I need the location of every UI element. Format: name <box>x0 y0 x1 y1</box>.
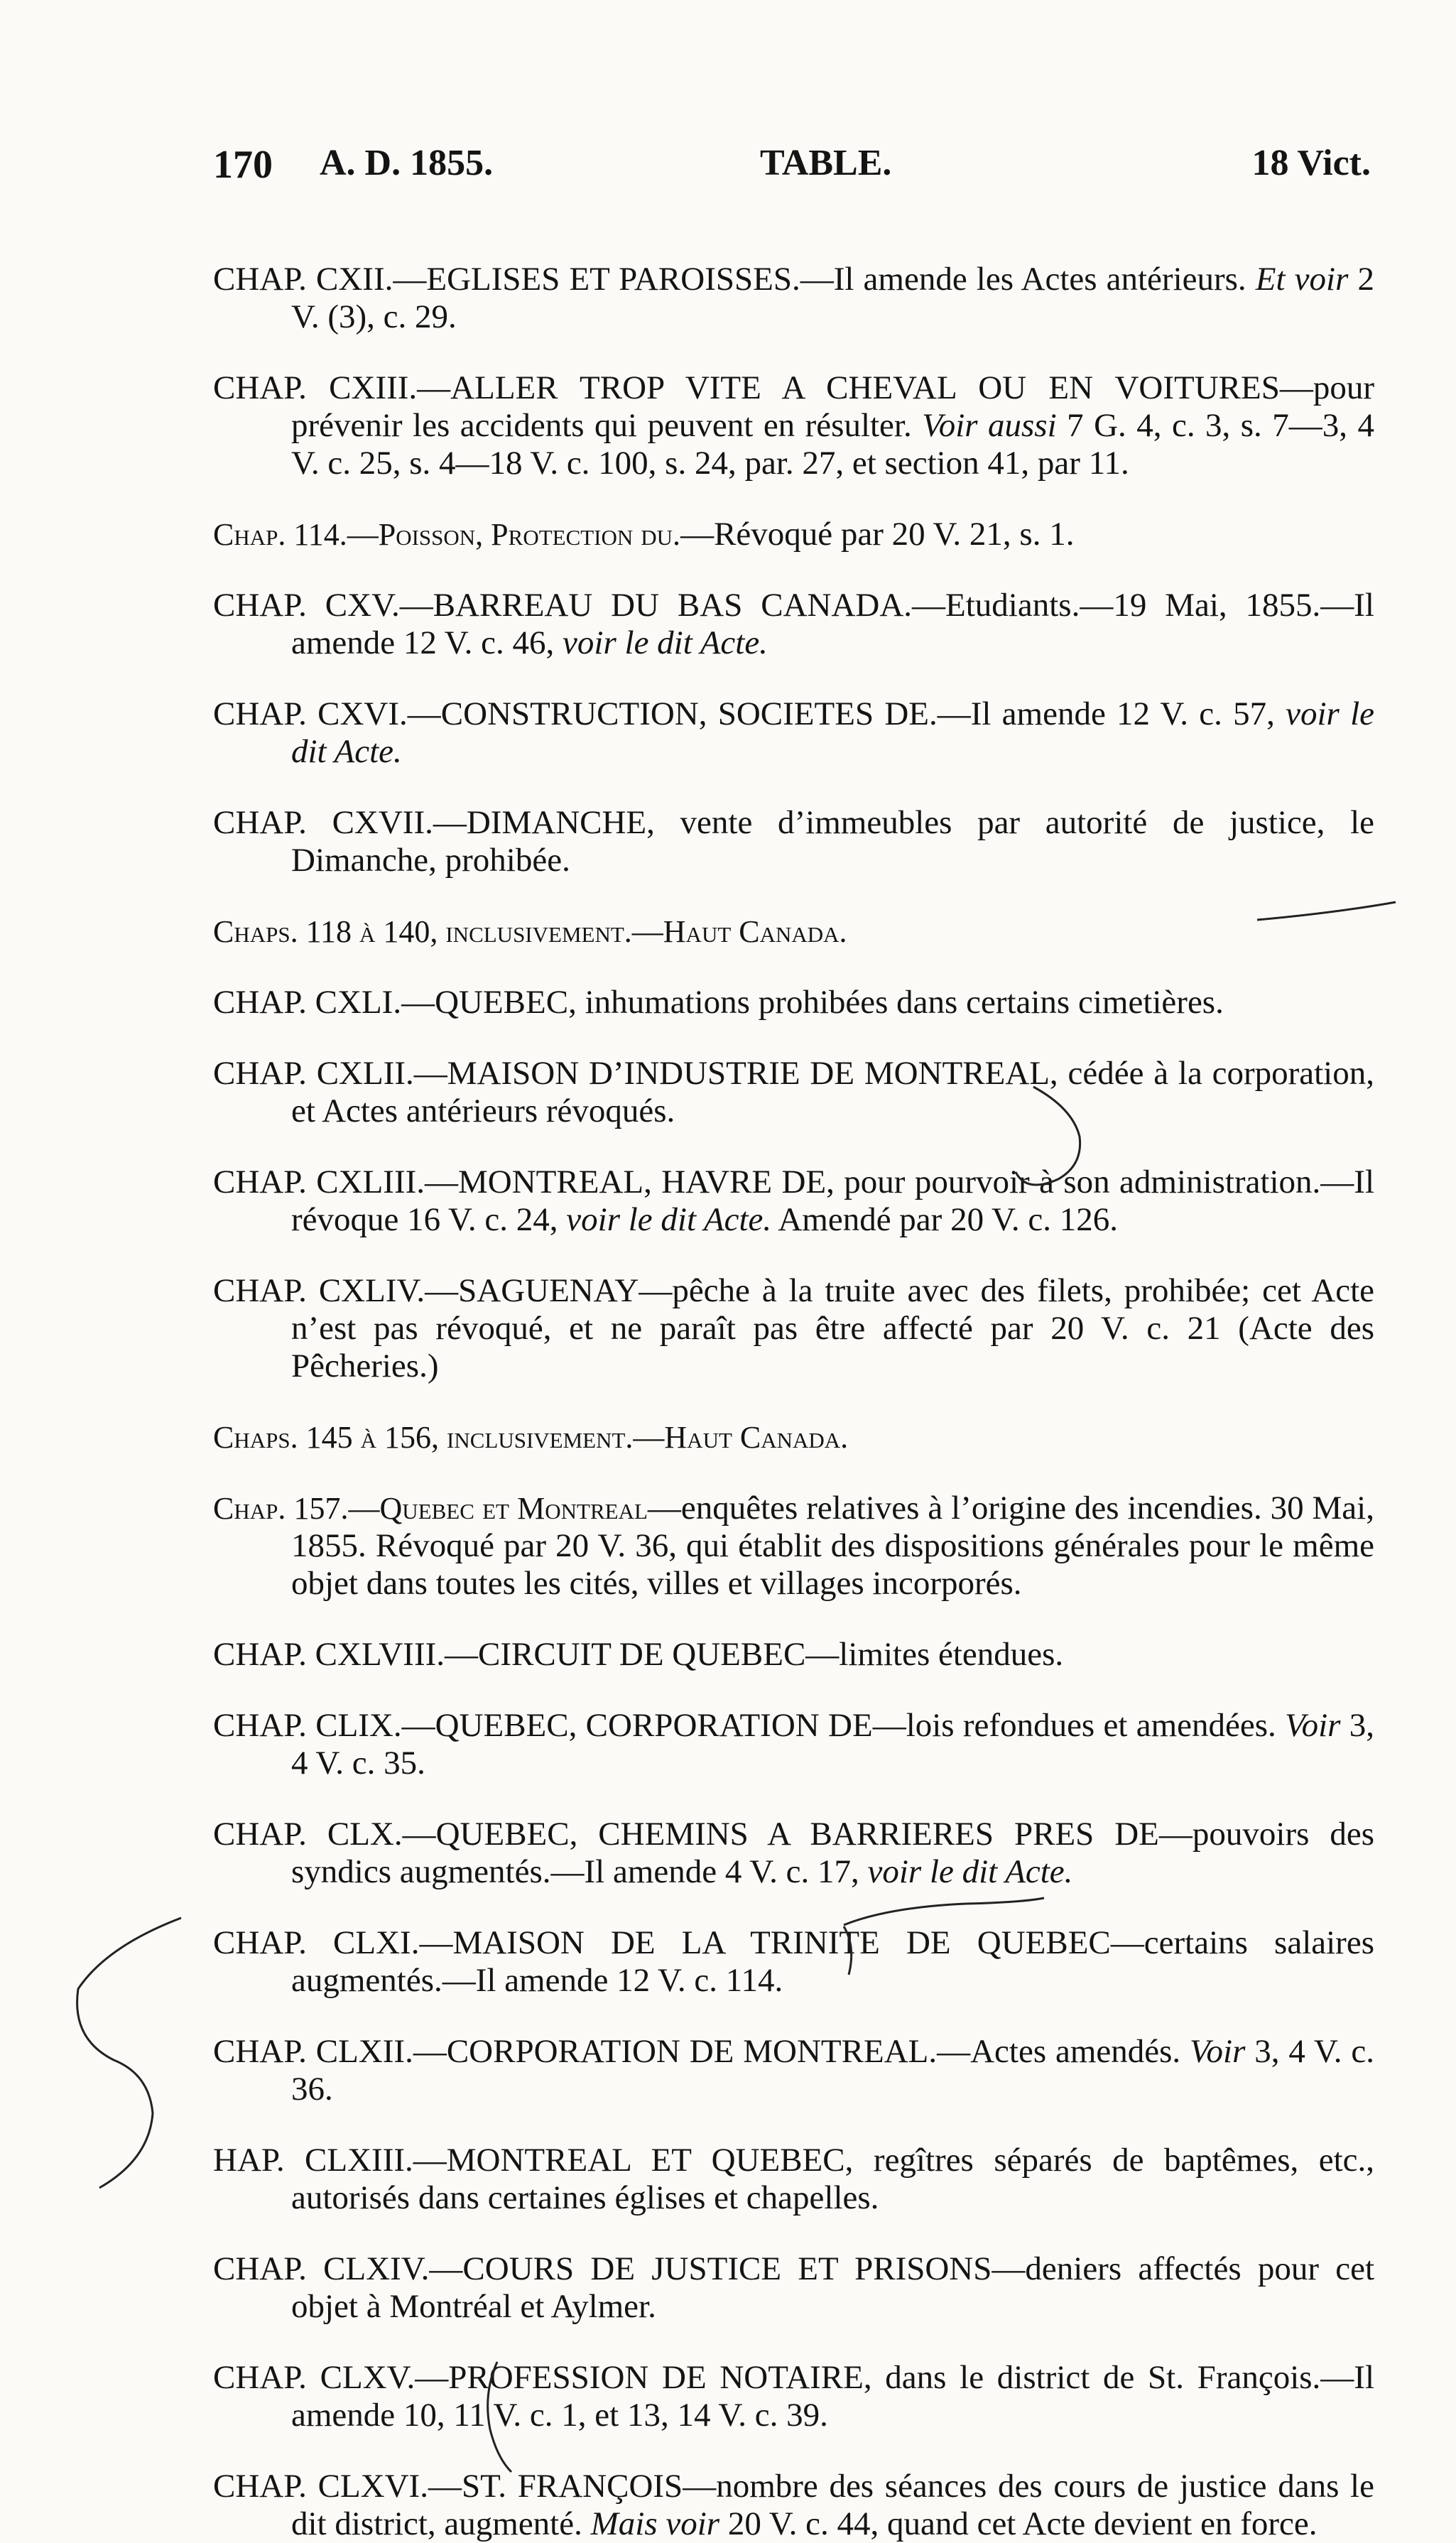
entry-ref: Voir <box>1276 1707 1341 1744</box>
table-entry <box>213 2142 1374 2217</box>
entry-tail: 2 V. (3), c. 29. <box>291 261 1374 335</box>
entry-head: CHAP. CXVII.—DIMANCHE, <box>213 804 655 841</box>
table-entry <box>213 1707 1374 1782</box>
header-year: A. D. 1855. <box>320 143 494 183</box>
table-entry <box>213 369 1374 482</box>
entry-head: CHAP. CXIII.—ALLER TROP VITE A CHEVAL OU EN VOITURES <box>213 369 1280 406</box>
entry-body: cédée à la corporation, et Actes antérieurs révoqués. <box>291 1055 1374 1129</box>
entry-head: CHAP. CXII.—EGLISES ET PAROISSES. <box>213 261 800 298</box>
table-entry <box>213 1816 1374 1891</box>
entry-head: CHAP. CLXV.—PROFESSION DE NOTAIRE, <box>213 2359 872 2396</box>
table-entry <box>213 587 1374 662</box>
entry-head: CHAP. CXLIV.—SAGUENAY <box>213 1272 639 1309</box>
table-entry <box>213 913 1374 950</box>
entry-head: CHAP. CXLIII.—MONTREAL, HAVRE DE, <box>213 1164 835 1200</box>
header-reign: 18 Vict. <box>1251 143 1371 183</box>
entry-body: —Il amende les Actes antérieurs. <box>800 261 1246 298</box>
entry-body: pour pourvoir à son administration.—Il révoque 16 V. c. 24, <box>291 1164 1375 1238</box>
table-entry <box>213 1636 1374 1674</box>
entry-head: Chaps. 145 à 156, inclusivement.—Haut Canada. <box>213 1420 849 1455</box>
table-entry <box>213 1490 1374 1603</box>
entry-ref: Voir <box>1180 2033 1246 2070</box>
table-entry <box>213 2468 1374 2543</box>
table-entry <box>213 516 1374 553</box>
entry-head: CHAP. CLXVI.—ST. FRANÇOIS <box>213 2468 683 2505</box>
running-header <box>213 142 1371 199</box>
entry-body: —Il amende 12 V. c. 57, <box>937 695 1275 732</box>
entry-tail: 7 G. 4, c. 3, s. 7—3, 4 V. c. 25, s. 4—18 V. c. 100, s. 24, par. 27, et section 41, par 11. <box>291 407 1374 482</box>
entry-body: —lois refondues et amendées. <box>872 1707 1276 1744</box>
entry-body: regîtres séparés de baptêmes, etc., autorisés dans certaines églises et chapelles. <box>291 2142 1374 2216</box>
table-entry <box>213 1055 1374 1130</box>
entry-body: —pouvoirs des syndics augmentés.—Il amende 4 V. c. 17, <box>291 1816 1374 1890</box>
entry-head: CHAP. CLIX.—QUEBEC, CORPORATION DE <box>213 1707 873 1744</box>
entry-body: vente d’immeubles par autorité de justice, le Dimanche, prohibée. <box>291 804 1375 879</box>
entry-ref: voir le dit Acte. <box>859 1853 1073 1890</box>
entry-ref: voir le dit Acte. <box>291 695 1374 770</box>
entry-body: —Actes amendés. <box>937 2033 1181 2070</box>
table-entry <box>213 2033 1374 2108</box>
entry-head: CHAP. CXLVIII.—CIRCUIT DE QUEBEC <box>213 1636 806 1673</box>
entry-tail: 20 V. c. 44, quand cet Acte devient en force. <box>719 2505 1318 2542</box>
entry-ref: voir le dit Acte. <box>558 1201 772 1238</box>
header-title: TABLE. <box>760 143 892 183</box>
table-entry <box>213 1164 1374 1239</box>
entry-tail: 3, 4 V. c. 35. <box>291 1707 1375 1782</box>
entry-head: Chap. 157.—Quebec et Montreal <box>213 1491 648 1526</box>
table-entry <box>213 695 1374 771</box>
entry-ref: Voir aussi <box>911 407 1057 444</box>
entry-body: dans le district de St. François.—Il amende 10, 11 V. c. 1, et 13, 14 V. c. 39. <box>291 2359 1374 2434</box>
table-entry <box>213 1419 1374 1456</box>
entry-ref: Et voir <box>1246 261 1349 298</box>
entry-body: —limites étendues. <box>805 1636 1064 1673</box>
entry-head: CHAP. CLXI.—MAISON DE LA TRINITE DE QUEBEC <box>213 1924 1111 1961</box>
table-entry <box>213 1272 1374 1385</box>
entry-ref: Mais voir <box>582 2505 720 2542</box>
entry-head: CHAP. CLXIV.—COURS DE JUSTICE ET PRISONS <box>213 2250 992 2287</box>
table-entry <box>213 1924 1374 2000</box>
entry-head: HAP. CLXIII.—MONTREAL ET QUEBEC, <box>213 2142 854 2179</box>
entry-tail: 3, 4 V. c. 36. <box>291 2033 1374 2108</box>
entry-head: CHAP. CLX.—QUEBEC, CHEMINS A BARRIERES PRES DE <box>213 1816 1159 1853</box>
entry-body: —Etudiants.—19 Mai, 1855.—Il amende 12 V. c. 46, <box>291 587 1374 661</box>
entry-body: —enquêtes relatives à l’origine des incendies. 30 Mai, 1855. Révoqué par 20 V. 36, qui établit des dispositions générales pour le même objet dans toutes les cités, villes et villages incorporés. <box>291 1490 1374 1602</box>
page-number: 170 <box>213 143 273 187</box>
table-entry <box>213 2359 1374 2434</box>
table-entry <box>213 804 1374 879</box>
entry-body: —nombre des séances des cours de justice dans le dit district, augmenté. <box>291 2468 1374 2542</box>
table-entry <box>213 984 1374 1021</box>
entry-body: —certains salaires augmentés.—Il amende 12 V. c. 114. <box>291 1924 1374 1999</box>
entry-head: CHAP. CXV.—BARREAU DU BAS CANADA. <box>213 587 913 624</box>
entry-head: CHAP. CXVI.—CONSTRUCTION, SOCIETES DE. <box>213 695 938 732</box>
entry-head: CHAP. CXLI.—QUEBEC, <box>213 984 577 1021</box>
table-entries <box>213 227 1374 2543</box>
entry-tail: Amendé par 20 V. c. 126. <box>771 1201 1118 1238</box>
entry-head: CHAP. CXLII.—MAISON D’INDUSTRIE DE MONTREAL, <box>213 1055 1058 1092</box>
entry-body: —Révoqué par 20 V. 21, s. 1. <box>680 516 1075 553</box>
entry-head: Chap. 114.—Poisson, Protection du. <box>213 517 681 552</box>
entry-body: —pêche à la truite avec des filets, prohibée; cet Acte n’est pas révoqué, et ne paraît pas être affecté par 20 V. c. 21 (Acte des Pêcheries.) <box>291 1272 1374 1384</box>
table-entry <box>213 261 1374 336</box>
entry-body: inhumations prohibées dans certains cimetières. <box>576 984 1224 1021</box>
entry-ref: voir le dit Acte. <box>554 624 768 661</box>
table-entry <box>213 2250 1374 2326</box>
entry-body: —pour prévenir les accidents qui peuvent en résulter. <box>291 369 1374 444</box>
entry-body: —deniers affectés pour cet objet à Montréal et Aylmer. <box>291 2250 1375 2325</box>
entry-head: Chaps. 118 à 140, inclusivement.—Haut Canada. <box>213 914 847 949</box>
entry-head: CHAP. CLXII.—CORPORATION DE MONTREAL. <box>213 2033 938 2070</box>
